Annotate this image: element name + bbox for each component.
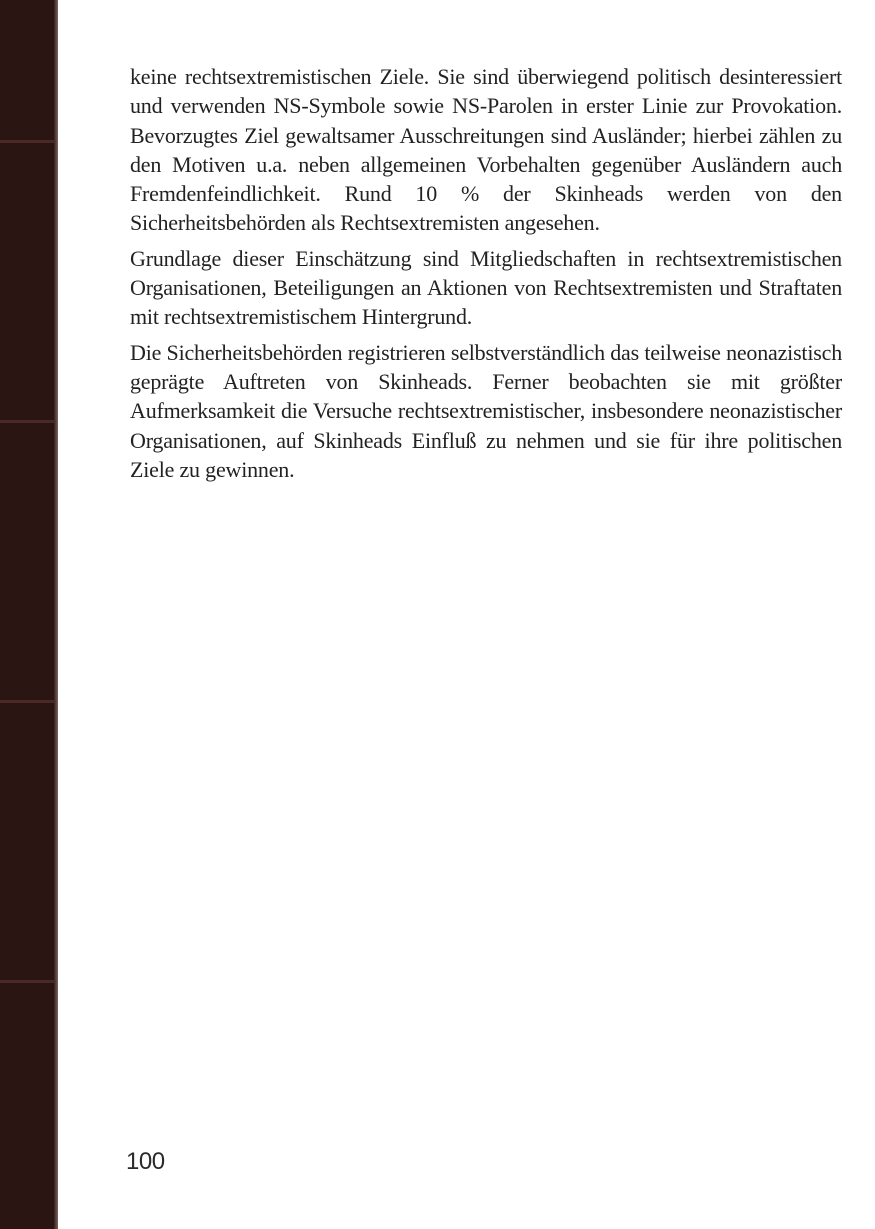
binding-mark — [0, 420, 58, 423]
page-number: 100 — [126, 1148, 165, 1175]
body-text — [130, 62, 842, 490]
paragraph-3: Die Sicherheitsbehörden registrieren selbstverständlich das teilweise neonazistisch geprägte Auftreten von Skinheads. Ferner beobachten sie mit größter Aufmerksamkeit die Versuche rechtsextremistischer, insbesondere neonazistischer Organisationen, auf Skinheads Einfluß zu nehmen und sie für ihre politischen Ziele zu gewinnen. — [130, 339, 842, 482]
binding-mark — [0, 700, 58, 703]
binding-mark — [0, 140, 58, 143]
book-binding-edge — [0, 0, 58, 1229]
paragraph-1: keine rechtsextremistischen Ziele. Sie sind überwiegend politisch desinteressiert und verwenden NS-Symbole sowie NS-Parolen in erster Linie zur Provokation. Bevorzugtes Ziel gewaltsamer Ausschreitungen sind Ausländer; hierbei zählen zu den Motiven u.a. neben allgemeinen Vorbehalten gegenüber Ausländern auch Fremdenfeindlichkeit. Rund 10 % der Skinheads werden von den Sicherheitsbehörden als Rechtsextremisten angesehen. — [130, 64, 842, 236]
binding-mark — [0, 980, 58, 983]
paragraph-2: Grundlage dieser Einschätzung sind Mitgliedschaften in rechtsextremistischen Organisationen, Beteiligungen an Aktionen von Rechtsextremisten und Straftaten mit rechtsextremistischem Hintergrund. — [130, 245, 842, 330]
